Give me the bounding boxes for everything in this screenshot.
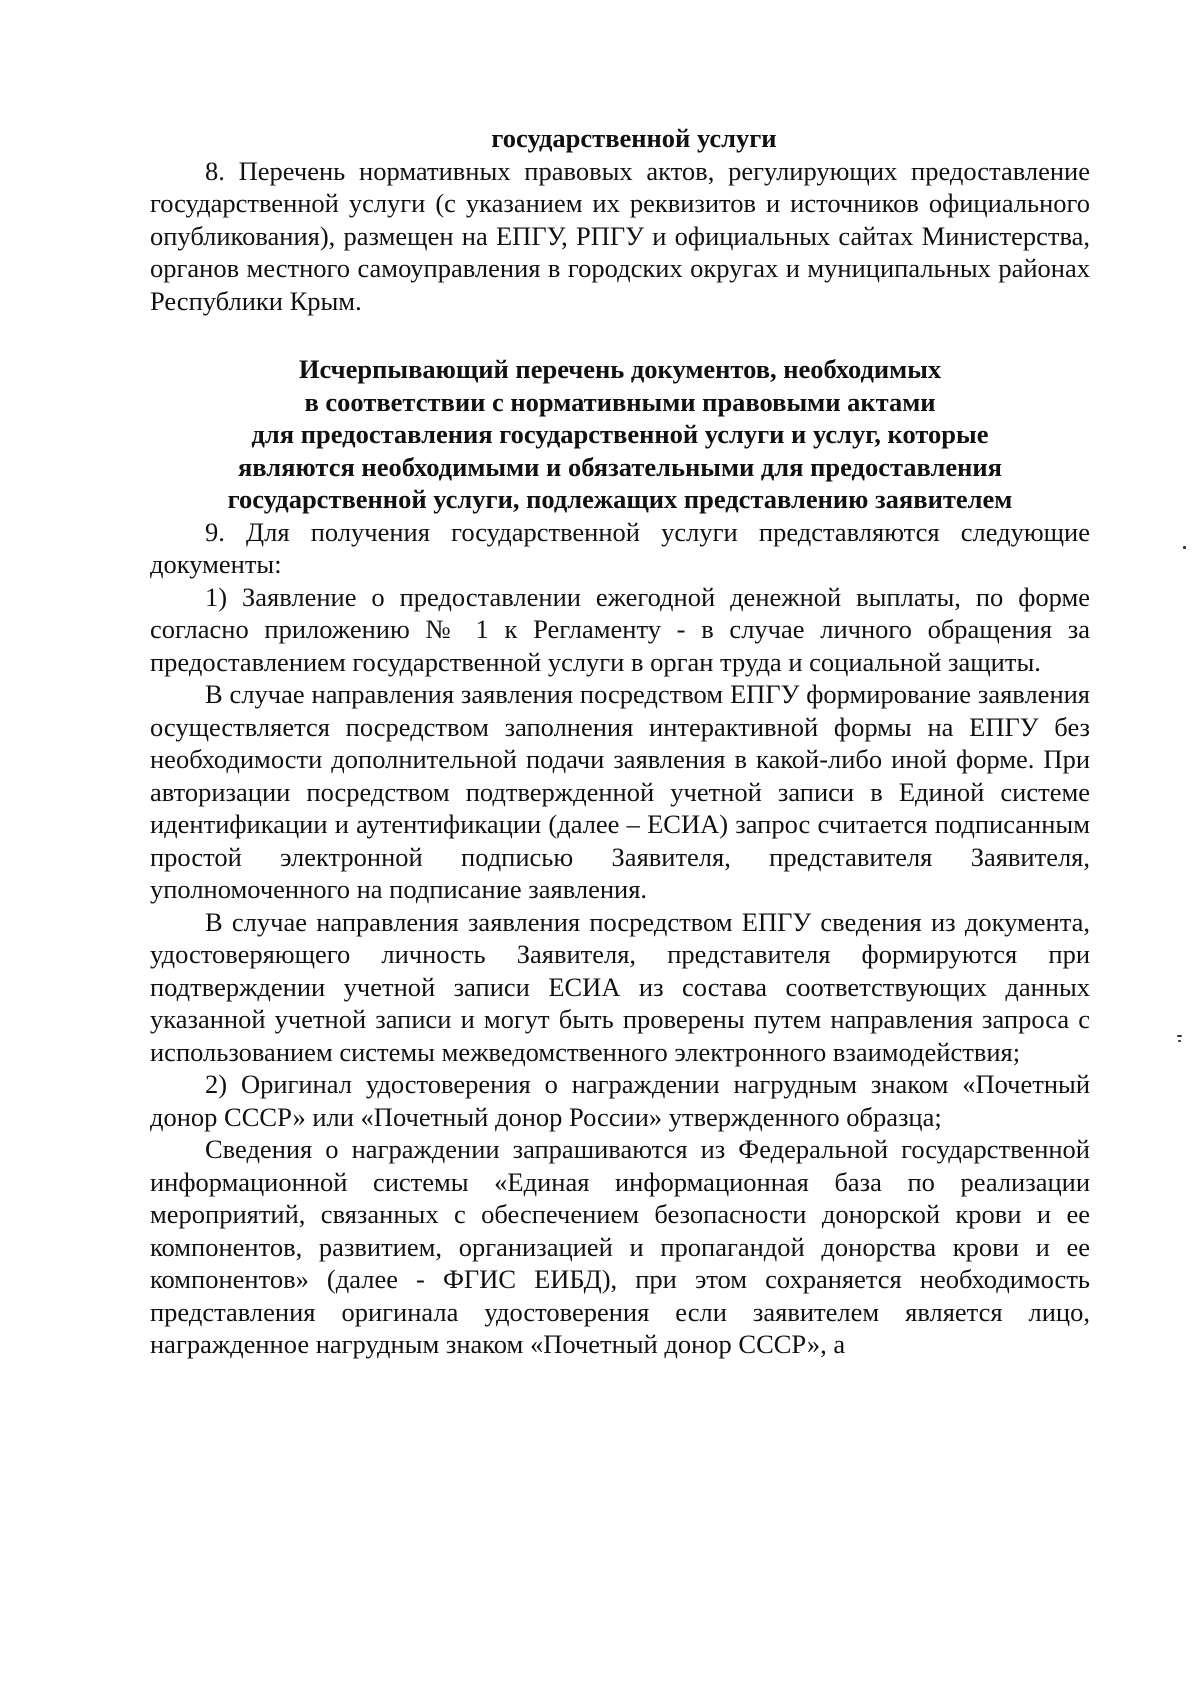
heading-line: Исчерпывающий перечень документов, необходимых: [298, 354, 942, 384]
paragraph-epgu-application: В случае направления заявления посредством ЕПГУ формирование заявления осуществляется посредством заполнения интерактивной формы на ЕПГУ без необходимости дополнительной подачи заявления в какой-либо иной форме. При авторизации посредством подтвержденной учетной записи в Единой системе идентификации и аутентификации (далее – ЕСИА) запрос считается подписанным простой электронной подписью Заявителя, представителя Заявителя, уполномоченного на подписание заявления.: [150, 679, 1090, 904]
heading-line: являются необходимыми и обязательными для предоставления: [237, 451, 1003, 482]
heading-line: государственной услуги, подлежащих представлению заявителем: [227, 484, 1013, 514]
heading-line: для предоставления государственной услуги и услуг, которые: [251, 419, 989, 449]
list-item-2: 2) Оригинал удостоверения о награждении нагрудным знаком «Почетный донор СССР» или «Почетный донор России» утвержденного образца;: [150, 1069, 1090, 1132]
document-body: [150, 122, 1090, 1361]
section-title: государственной услуги: [491, 123, 777, 153]
paragraph-8: 8. Перечень нормативных правовых актов, регулирующих предоставление государственной услуги (с указанием их реквизитов и источников официального опубликования), размещен на ЕПГУ, РПГУ и официальных сайтах Министерства, органов местного самоуправления в городских округах и муниципальных районах Республики Крым.: [150, 155, 1090, 316]
paragraph-award-info: Сведения о награждении запрашиваются из Федеральной государственной информационной системы «Единая информационная база по реализации мероприятий, связанных с обеспечением безопасности донорской крови и ее компонентов, развитием, организацией и пропагандой донорства крови и ее компонентов» (далее - ФГИС ЕИБД), при этом сохраняется необходимость представления оригинала удостоверения если заявителем является лицо, награжденное нагрудным знаком «Почетный донор СССР», а: [150, 1134, 1090, 1359]
scan-speck: [1178, 1040, 1181, 1042]
paragraph-epgu-identity: В случае направления заявления посредством ЕПГУ сведения из документа, удостоверяющего личность Заявителя, представителя формируются при подтверждении учетной записи ЕСИА из состава соответствующих данных указанной учетной записи и могут быть проверены путем направления запроса с использованием системы межведомственного электронного взаимодействия;: [150, 906, 1090, 1067]
paragraph-9: 9. Для получения государственной услуги представляются следующие документы:: [150, 516, 1090, 579]
scan-speck: [1183, 546, 1186, 549]
heading-line: в соответствии с нормативными правовыми актами: [304, 386, 936, 417]
section-heading: [150, 353, 1090, 516]
list-item-1: 1) Заявление о предоставлении ежегодной денежной выплаты, по форме согласно приложению № 1 к Регламенту - в случае личного обращения за предоставлением государственной услуги в орган труда и социальной защиты.: [150, 581, 1090, 677]
scan-speck: [1177, 1035, 1182, 1037]
